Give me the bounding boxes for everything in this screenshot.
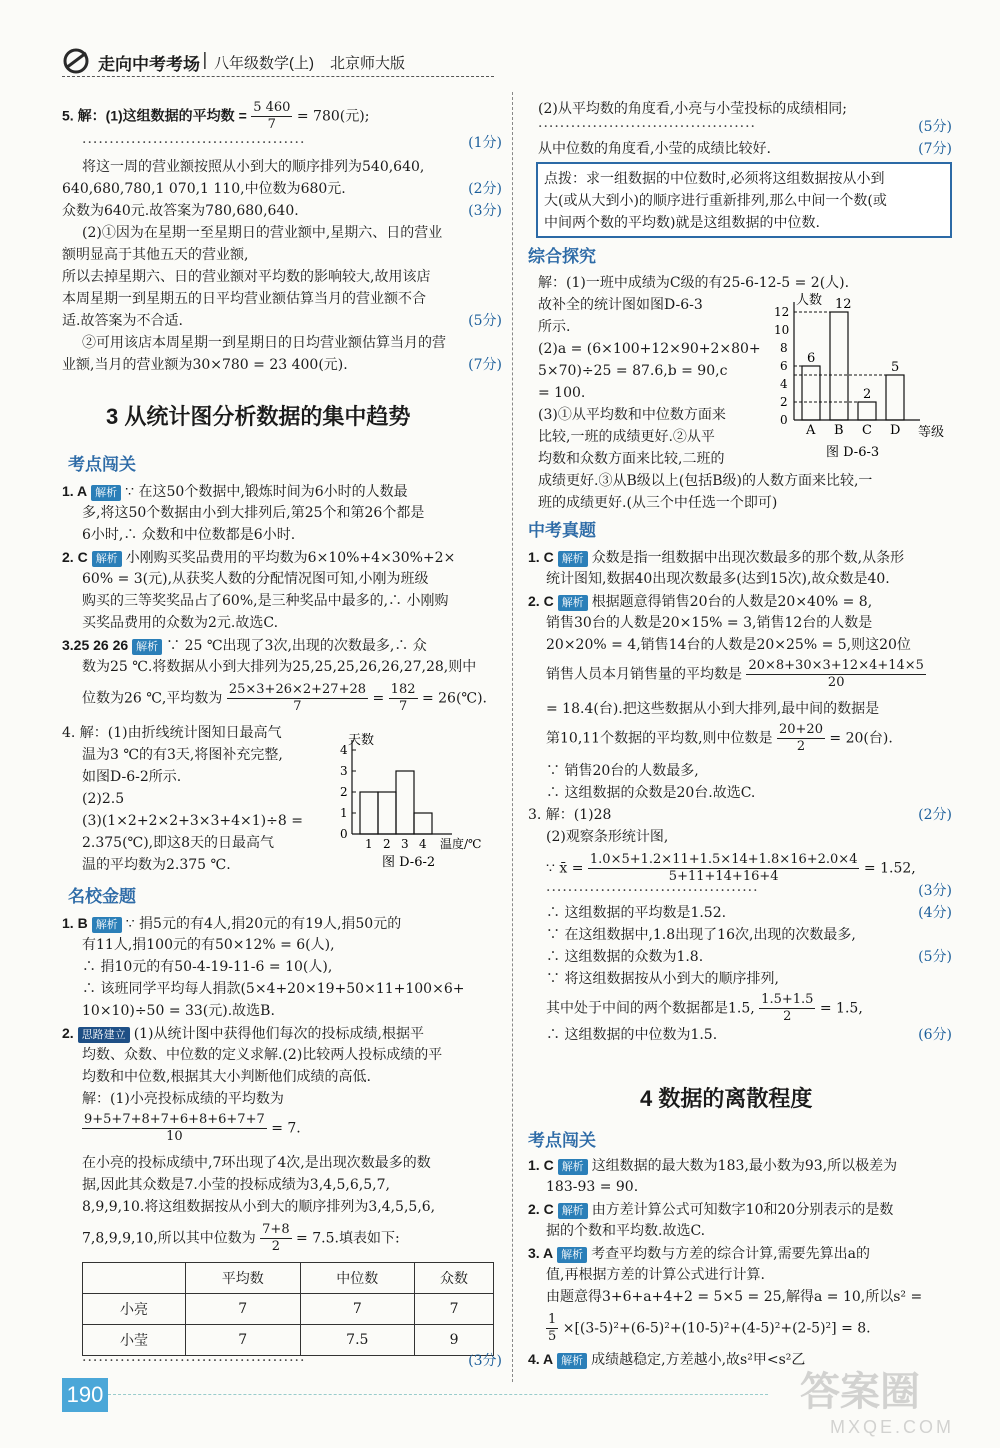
text-line: 所以去掉星期六、日的营业额对平均数的影响较大,故用该店 — [62, 269, 431, 285]
text-line: 据的个数和平均数.故选C. — [546, 1223, 706, 1239]
x-tick-label: 2 — [383, 837, 391, 851]
text-line: 据,因此其众数是7.小莹的投标成绩为3,4,5,6,5,7, — [82, 1177, 390, 1193]
text-line: 解：(1)小亮投标成绩的平均数为 — [82, 1091, 284, 1107]
fig62-caption: 图 D-6-2 — [382, 855, 436, 870]
score-table: 平均数 中位数 众数 小亮 7 7 7 小莹 7 7.5 9 — [82, 1262, 494, 1356]
text-line: 如图D-6-2所示. — [82, 769, 182, 785]
text-line: ②可用该店本周星期一到星期日的日均营业额估算当月的营 — [82, 335, 446, 351]
text-line: 温为3 ℃的有3天,将图补充完整, — [82, 747, 283, 763]
score: (7分) — [468, 357, 502, 373]
text-line: 额明显高于其他五天的营业额, — [62, 247, 249, 263]
text-line: 640,680,780,1 070,1 110,中位数为680元. — [62, 181, 346, 197]
bar-value-label: 12 — [835, 297, 852, 312]
section-3-title: 3 从统计图分析数据的集中趋势 — [106, 404, 411, 429]
jiexi-tag: 解析 — [92, 551, 122, 567]
p5-result: = 780(元); — [296, 108, 370, 125]
y-tick-label: 12 — [774, 305, 790, 319]
figure-d-6-3 — [770, 290, 950, 460]
fraction: $\frac{5 460}{7}$ — [253, 100, 291, 132]
y-tick-label: 1 — [340, 806, 348, 820]
x-tick-label: B — [834, 423, 844, 438]
text-line: 将这一周的营业额按照从小到大的顺序排列为540,640, — [82, 159, 425, 175]
fig63-ylabel: 人数 — [796, 293, 823, 308]
fig62-xlabel: 温度/℃ — [440, 837, 482, 851]
jiexi-tag: 解析 — [557, 1353, 587, 1369]
text-line: ∵ 将这组数据按从小到大的顺序排列, — [546, 971, 779, 987]
silu-tag: 思路建立 — [78, 1027, 130, 1043]
bar — [802, 366, 820, 420]
text-line: 均数和中位数,根据其大小判断他们成绩的高低. — [82, 1069, 371, 1085]
text-line: 183-93 = 90. — [546, 1179, 639, 1195]
bar — [360, 792, 378, 834]
text-line: 适.故答案为不合适. — [62, 313, 183, 329]
text-line: 10×10)÷50 = 33(元).故选B. — [82, 1003, 275, 1019]
bar-value-label: 5 — [891, 360, 900, 375]
text-line: 均数、众数、中位数的定义求解.(2)比较两人投标成绩的平 — [82, 1047, 443, 1063]
right-column: (2)从平均数的角度看,小亮与小莹投标的成绩相同; ········································ (5分) 从中位数的角度看,小莹的成绩比较好. (7分) 点拨：求一组数据的中位数时,必须将这组数据按从小到 大(或从大到小)的顺序进行重新排列,那么中间一个数(或 中间两个数的平均数)就是这组数据的中位数. 综合探究 解：(1)一班中成绩为C级的有25-6-12-5 = 2(人). 故补全的统计图如图D-6-3 所示. (2)a = (6×100+12×90+2×80+ 5×70)÷25 = 87.6,b = 90,c = 100. (3)①从平均数和中位数方面来 比较,一班的成绩更好.②从平 均数和众数方面来比较,二班的 成绩更好.③从B级以上(包括B级)的人数方面来比较,一 班的成绩更好.(从三个中任选一个即可) 中考真题 1. C 解析 众数是指一组数据中出现次数最多的那个数,从条形 统计图知,数据40出现次数最多(达到15次),故众数是40. 2. C 解析 根据题意得销售20台的人数是20×40% = 8, 销售30台的人数是20×15% = 3,销售12台的人数是 20×20% = 4,销售14台的人数是20×25% = 5,则这20位 销售人员本月销售量的平均数是 $\frac{20\times 8+30\times 3+12\times 4+14\times 5}{20}$ = 18.4(台).把这些数据从小到大排列,最中间的数据是 第10,11个数据的平均数,则中位数是 $\frac{20+20}{2}$ = 20(台). ∵ 销售20台的人数最多, ∴ 这组数据的众数是20台.故选C. 3. 解：(1)28 (2分) (2)观察条形统计图, ∵ x̄ = $\frac{1.0\times 5+1.2\times 11+1.5\times 14+1.8\times 16+2.0\times 4}{5+11+14+16+4}$ = 1.52, ······································· (3分) ∴ 这组数据的平均数是1.52. (4分) ∵ 在这组数据中,1.8出现了16次,出现的次数最多, ∴ 这组数据的众数为1.8. (5分) ∵ 将这组数据按从小到大的顺序排列, 其中处于中间的两个数据都是1.5, $\frac{1.5+1.5}{2}$ = 1.5, ∴ 这组数据的中位数为1.5. (6分) 4 数据的离散程度 考点闯关 1. C 解析 这组数据的最大数为183,最小数为93,所以极差为 183-93 = 90. 2. C 解析 由方差计算公式可知数字10和20分别表示的是数 据的个数和平均数.故选C. 3. A 解析 考查平均数与方差的综合计算,需要先算出a的 值,再根据方差的计算公式进行计算. 由题意得3+6+a+4+2 = 5×5 = 25,解得a = 10,所以s² = $\frac{1}{5}$ ×[(3-5)²+(6-5)²+(10-5)²+(4-5)²+(2-5)²] = 8. 4. A 解析 成绩越稳定,方差越小,故s²甲<s²乙 — [528, 92, 952, 1402]
y-tick-label: 2 — [780, 395, 788, 409]
score: (5分) — [468, 313, 502, 329]
logo-icon — [62, 48, 94, 74]
text-line: 买奖品费用的众数为2元.故选C. — [82, 615, 279, 631]
score: (2分) — [918, 807, 952, 823]
page-number: 190 — [66, 1382, 104, 1407]
fig63-xlabel: 等级 — [918, 425, 945, 440]
text-line: (3)(1×2+2×2+3×3+4×1)÷8 = — [82, 813, 303, 829]
score: (1分) — [468, 135, 502, 151]
text-line: 4. 解：(1)由折线统计图知日最高气 — [62, 725, 282, 741]
score: (3分) — [468, 203, 502, 219]
bar — [858, 402, 876, 420]
tip-box: 点拨：求一组数据的中位数时,必须将这组数据按从小到 大(或从大到小)的顺序进行重新排列,那么中间一个数(或 中间两个数的平均数)就是这组数据的中位数. — [536, 162, 952, 238]
page-number-box — [62, 1378, 108, 1412]
text-line: ∵ 在这组数据中,1.8出现了16次,出现的次数最多, — [546, 927, 856, 943]
text-line: (3)①从平均数和中位数方面来 — [538, 407, 726, 423]
score: (3分) — [918, 883, 952, 899]
y-tick-label: 4 — [780, 377, 788, 391]
text-line: 班的成绩更好.(从三个中任选一个即可) — [538, 495, 778, 511]
y-tick-label: 8 — [780, 341, 788, 355]
text-line: 60% = 3(元),从获奖人数的分配情况图可知,小刚为班级 — [82, 571, 429, 587]
text-line: 由题意得3+6+a+4+2 = 5×5 = 25,解得a = 10,所以s² = — [546, 1289, 923, 1305]
score: (2分) — [468, 181, 502, 197]
jiexi-tag: 解析 — [91, 485, 121, 501]
text-line: 成绩更好.③从B级以上(包括B级)的人数方面来比较,一 — [538, 473, 873, 489]
x-tick-label: 1 — [365, 837, 373, 851]
jiexi-tag: 解析 — [92, 917, 122, 933]
text-line: 数为25 ℃.将数据从小到大排列为25,25,25,26,26,27,28,则中 — [82, 659, 477, 675]
text-line: 5×70)÷25 = 87.6,b = 90,c — [538, 363, 728, 379]
y-tick-label: 6 — [780, 359, 788, 373]
brand-title: 走向中考考场 — [98, 55, 200, 74]
bar — [396, 771, 414, 834]
text-line: 业额,当月的营业额为30×780 = 23 400(元). — [62, 357, 348, 373]
text-line: 6小时,∴ 众数和中位数都是6小时. — [82, 527, 296, 543]
text-line: 所示. — [538, 319, 571, 335]
text-line: 统计图知,数据40出现次数最多(达到15次),故众数是40. — [546, 571, 890, 587]
fig63-caption: 图 D-6-3 — [826, 445, 880, 460]
jiexi-tag: 解析 — [558, 595, 588, 611]
x-tick-label: C — [862, 423, 872, 438]
zonghe-heading: 综合探究 — [528, 247, 596, 266]
bar-value-label: 2 — [863, 387, 872, 402]
text-line: 比较,一班的成绩更好.②从平 — [538, 429, 715, 445]
jiexi-tag: 解析 — [132, 639, 162, 655]
text-line: = 100. — [538, 385, 586, 401]
text-line: 温的平均数为2.375 ℃. — [82, 857, 231, 873]
text-line: 本周星期一到星期五的日平均营业额估算当月的营业额不合 — [62, 291, 426, 307]
x-tick-label: 3 — [401, 837, 409, 851]
left-column: 5. 解：(1)这组数据的平均数 = $\frac{5 460}{7}$ = 780(元); ········································· (1分) 将这一周的营业额按照从小到大的顺序排列为540,640, 640,680,780,1 070,1 110,中位数为680元. (2分) 众数为640元.故答案为780,680,640. (3分) (2)①因为在星期一至星期日的营业额中,星期六、日的营业 额明显高于其他五天的营业额, 所以去掉星期六、日的营业额对平均数的影响较大,故用该店 本周星期一到星期五的日平均营业额估算当月的营业额不合 适.故答案为不合适. (5分) ②可用该店本周星期一到星期日的日均营业额估算当月的营 业额,当月的营业额为30×780 = 23 400(元). (7分) 3 从统计图分析数据的集中趋势 考点闯关 1. A 解析 ∵ 在这50个数据中,锻炼时间为6小时的人数最 多,将这50个数据由小到大排列后,第25个和第26个都是 6小时,∴ 众数和中位数都是6小时. 2. C 解析 小刚购买奖品费用的平均数为6×10%+4×30%+2× 60% = 3(元),从获奖人数的分配情况图可知,小刚为班级 购买的三等奖奖品占了60%,是三种奖品中最多的,∴ 小刚购 买奖品费用的众数为2元.故选C. 3.25 26 26 解析 ∵ 25 ℃出现了3次,出现的次数最多,∴ 众 数为25 ℃.将数据从小到大排列为25,25,25,26,26,27,28,则中 位数为26 ℃,平均数为 $\frac{25\times 3+26\times 2+27+28}{7}$ = $\frac{182}{7}$ = 26(℃). 4. 解：(1)由折线统计图知日最高气 温为3 ℃的有3天,将图补充完整, 如图D-6-2所示. (2)2.5 (3)(1×2+2×2+3×3+4×1)÷8 = 2.375(℃),即这8天的日最高气 温的平均数为2.375 ℃. 名校金题 1. B 解析 ∵ 捐5元的有4人,捐20元的有19人,捐50元的 有11人,捐100元的有50×12% = 6(人), ∴ 捐10元的有50-4-19-11-6 = 10(人), ∴ 该班同学平均每人捐款(5×4+20×19+50×11+100×6+ 10×10)÷50 = 33(元).故选B. 2. 思路建立 (1)从统计图中获得他们每次的投标成绩,根据平 均数、众数、中位数的定义求解.(2)比较两人投标成绩的平 均数和中位数,根据其大小判断他们成绩的高低. 解：(1)小亮投标成绩的平均数为 $\frac{9+5+7+8+7+6+8+6+7+7}{10}$ = 7. 在小亮的投标成绩中,7环出现了4次,是出现次数最多的数 据,因此其众数是7.小莹的投标成绩为3,4,5,6,5,7, 8,9,9,10.将这组数据按从小到大的顺序排列为3,4,5,5,6, 7,8,9,9,10,所以其中位数为 $\frac{7+8}{2}$ = 7.5.填表如下: 平均数 中位数 众数 小亮 7 7 7 小莹 7 7.5 9 ········································· (3分) — [62, 92, 502, 1402]
text-line: 购买的三等奖奖品占了60%,是三种奖品中最多的,∴ 小刚购 — [82, 593, 449, 609]
bar — [886, 375, 904, 420]
zhongkao-heading: 中考真题 — [528, 521, 596, 540]
score: (4分) — [918, 905, 952, 921]
text-line: (2)2.5 — [82, 791, 125, 807]
text-line: (2)观察条形统计图, — [546, 829, 669, 845]
header: 走向中考考场 | 八年级数学(上) 北京师大版 — [62, 48, 502, 76]
p5-start: 5. 解：(1)这组数据的平均数 = — [62, 107, 247, 124]
y-tick-label: 0 — [780, 413, 788, 427]
footer-rule — [108, 1394, 768, 1395]
text-line: 2.375(℃),即这8天的日最高气 — [82, 835, 275, 851]
x-tick-label: D — [890, 423, 901, 438]
y-tick-label: 2 — [340, 785, 348, 799]
text-line: 众数为640元.故答案为780,680,640. — [62, 203, 299, 219]
text-line: 销售30台的人数是20×15% = 3,销售12台的人数是 — [546, 615, 873, 631]
y-tick-label: 4 — [340, 743, 348, 757]
kaodian-heading-2: 考点闯关 — [528, 1131, 596, 1150]
watermark: 答案圈 MXQE.COM — [800, 1370, 955, 1437]
text-line: (2)a = (6×100+12×90+2×80+ — [538, 341, 761, 357]
text-line: 值,再根据方差的计算公式进行计算. — [546, 1267, 765, 1283]
text-line: 20×20% = 4,销售14台的人数是20×25% = 5,则这20位 — [546, 637, 911, 653]
figure-d-6-2 — [322, 730, 497, 870]
score: (7分) — [918, 141, 952, 157]
jiexi-tag: 解析 — [558, 1203, 588, 1219]
score: (5分) — [918, 949, 952, 965]
jiexi-tag: 解析 — [557, 1247, 587, 1263]
text-line: 解：(1)一班中成绩为C级的有25-6-12-5 = 2(人). — [538, 275, 850, 291]
jiexi-tag: 解析 — [558, 551, 588, 567]
text-line: (2)从平均数的角度看,小亮与小莹投标的成绩相同; — [538, 101, 847, 117]
text-line: 从中位数的角度看,小莹的成绩比较好. — [538, 141, 771, 157]
text-line: 在小亮的投标成绩中,7环出现了4次,是出现次数最多的数 — [82, 1155, 431, 1171]
jiexi-tag: 解析 — [558, 1159, 588, 1175]
score: (6分) — [918, 1027, 952, 1043]
text-line: = 18.4(台).把这些数据从小到大排列,最中间的数据是 — [546, 701, 880, 717]
text-line: ∴ 该班同学平均每人捐款(5×4+20×19+50×11+100×6+ — [82, 981, 465, 997]
bar — [830, 312, 848, 420]
header-rule — [62, 76, 494, 77]
text-line: 8,9,9,10.将这组数据按从小到大的顺序排列为3,4,5,5,6, — [82, 1199, 436, 1215]
bar — [414, 813, 432, 834]
header-edition: 北京师大版 — [330, 55, 406, 72]
bar-value-label: 6 — [807, 351, 816, 366]
text-line: 有11人,捐100元的有50×12% = 6(人), — [82, 937, 335, 953]
y-tick-label: 3 — [340, 764, 348, 778]
score: (3分) — [468, 1353, 502, 1369]
mingxiao-heading: 名校金题 — [68, 887, 136, 906]
fig62-ylabel: 天数 — [348, 733, 375, 748]
column-divider — [512, 92, 513, 1382]
score: (5分) — [918, 119, 952, 135]
text-line: ∴ 这组数据的众数是20台.故选C. — [546, 785, 756, 801]
section-4-title: 4 数据的离散程度 — [640, 1086, 813, 1111]
kaodian-heading: 考点闯关 — [68, 455, 136, 474]
x-tick-label: 4 — [419, 837, 427, 851]
header-subtitle: 八年级数学(上) — [214, 55, 314, 72]
text-line: 均数和众数方面来比较,二班的 — [538, 451, 725, 467]
text-line: ∴ 捐10元的有50-4-19-11-6 = 10(人), — [82, 959, 333, 975]
text-line: ∵ 销售20台的人数最多, — [546, 763, 699, 779]
y-tick-label: 10 — [774, 323, 790, 337]
bar — [378, 792, 396, 834]
text-line: 多,将这50个数据由小到大排列后,第25个和第26个都是 — [82, 505, 425, 521]
text-line: 故补全的统计图如图D-6-3 — [538, 297, 703, 313]
text-line: (2)①因为在星期一至星期日的营业额中,星期六、日的营业 — [82, 225, 443, 241]
y-tick-label: 0 — [340, 827, 348, 841]
x-tick-label: A — [806, 423, 816, 438]
